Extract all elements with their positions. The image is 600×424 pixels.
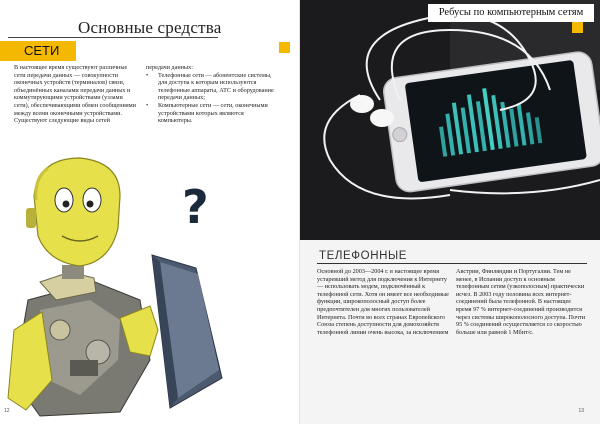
bullet-icon: • bbox=[146, 101, 149, 109]
body-paragraph-intro: передачи данных: bbox=[146, 64, 193, 71]
robot-head bbox=[26, 158, 120, 266]
robot-body bbox=[8, 265, 158, 416]
body-column-2 bbox=[456, 268, 586, 336]
section-title-telefonnye: ТЕЛЕФОННЫЕ bbox=[319, 250, 408, 262]
body-paragraph: В настоящее время существуют различные сети передачи данных — совокупности оконечных устройств (терминалов) связи, объединённых каналами передачи данных и коммутирующими устройствами (узлами сети), обеспечивающими обмен сообщениями между всеми оконечными устройствами. Существуют следующие виды сетей bbox=[14, 64, 136, 125]
bullet-icon: • bbox=[146, 71, 149, 79]
accent-square bbox=[572, 22, 583, 33]
list-item-text: Телефонные сети — абонентские системы, для доступа к которым используются телефонные аппараты, АТС и оборудование передачи данных; bbox=[158, 71, 274, 102]
body-paragraph: Австрии, Финляндии и Португалии. Тем не менее, в Испании доступ к основным телефонным сетям (узкополосным) практически исчез. В 2003 году половина всех интернет-соединений была телефонной. В настоящее время 97 % интернет-соединений производится через системы широкополосного доступа. Почти 95 % соединений осуществляется со скоростью больше или равной 1 Мбит/с. bbox=[456, 268, 586, 336]
page-number-left: 12 bbox=[4, 408, 10, 414]
right-page bbox=[300, 0, 600, 424]
book-icon bbox=[152, 255, 222, 408]
body-column-1 bbox=[317, 268, 451, 336]
page-title: Основные средства bbox=[78, 18, 222, 37]
section-label-seti: СЕТИ bbox=[0, 41, 76, 61]
body-paragraph: Основной до 2003—2004 г. в настоящее время устаревший метод для подключения к Интернету — использовать модем, подключённый к телефонной сети. Хотя он имеет все необходимые функции, широкополосный доступ более предпочтителен для многих пользователей Интернета. Почти во всех странах Европейского Союза степень доступности для домохозяйств телефонной линии очень высока, за исключением bbox=[317, 268, 449, 336]
list-item-text: Компьютерные сети — сети, оконечными устройствами которых являются компьютеры. bbox=[158, 101, 268, 125]
smartphone-photo bbox=[300, 0, 600, 240]
section-divider bbox=[317, 263, 587, 264]
smartphone-with-earphones-icon bbox=[300, 0, 600, 240]
page-number-right: 13 bbox=[578, 408, 584, 414]
photo-header: Ребусы по компьютерным сетям bbox=[428, 4, 594, 22]
question-mark-icon: ? bbox=[182, 180, 209, 234]
